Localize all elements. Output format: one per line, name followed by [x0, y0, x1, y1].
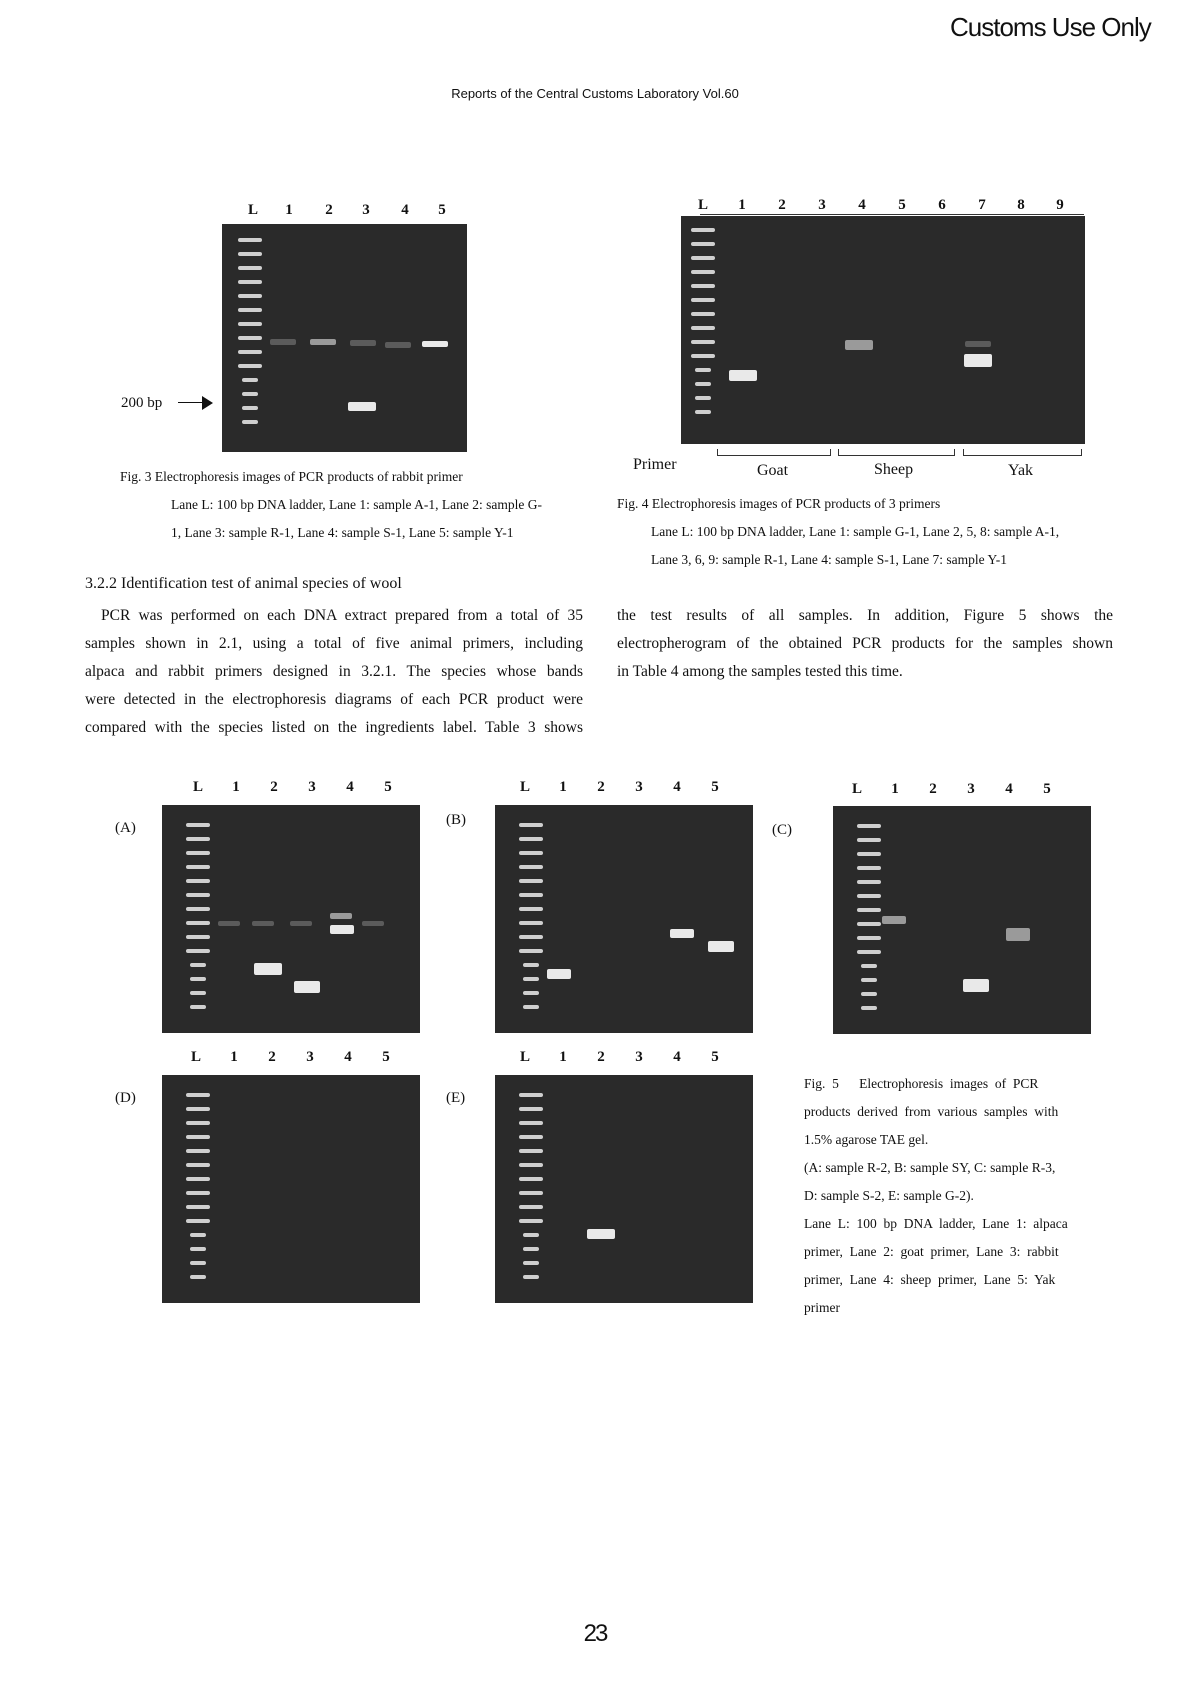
- body-line: in Table 4 among the samples tested this time.: [617, 663, 903, 680]
- ladder-band: [519, 935, 543, 939]
- ladder-band: [519, 1121, 543, 1125]
- ladder-band: [695, 368, 711, 372]
- fig5-lane-label: 3: [635, 779, 643, 795]
- fig5-panel-tag: (C): [772, 822, 792, 838]
- body-line: PCR was performed on each DNA extract prepared from a total of 35: [101, 607, 583, 624]
- fig4-group-yak: Yak: [1008, 462, 1034, 479]
- ladder-band: [523, 1261, 539, 1265]
- ladder-band: [186, 1191, 210, 1195]
- ladder-band: [238, 252, 262, 256]
- ladder-band: [186, 1177, 210, 1181]
- ladder-band: [523, 1005, 539, 1009]
- ladder-band: [186, 1205, 210, 1209]
- ladder-band: [519, 851, 543, 855]
- fig4-caption-line2: Lane 3, 6, 9: sample R-1, Lane 4: sample S-1, Lane 7: sample Y-1: [651, 552, 1008, 567]
- fig5-panel-tag: (E): [446, 1090, 466, 1106]
- fig5-lane-label: L: [190, 1049, 201, 1065]
- ladder-band: [519, 1177, 543, 1181]
- fig4-group-sheep: Sheep: [874, 461, 914, 478]
- fig5-lane-label: 4: [346, 779, 354, 795]
- ladder-band: [857, 908, 881, 912]
- ladder-band: [242, 378, 258, 382]
- fig3-lane-label: 2: [325, 202, 333, 218]
- fig5-lane-label: 3: [308, 779, 316, 795]
- ladder-band: [519, 823, 543, 827]
- ladder-band: [519, 1135, 543, 1139]
- ladder-band: [186, 907, 210, 911]
- fig5-lane-label: 3: [635, 1049, 643, 1065]
- ladder-band: [238, 280, 262, 284]
- fig5-gel-image: [495, 805, 753, 1033]
- gel-band: [348, 402, 376, 411]
- ladder-band: [695, 382, 711, 386]
- body-line: the test results of all samples. In addition, Figure 5 shows the: [617, 607, 1113, 624]
- body-line: were detected in the electrophoresis diagrams of each PCR product were: [85, 691, 583, 708]
- ladder-band: [186, 935, 210, 939]
- ladder-band: [519, 921, 543, 925]
- fig3-marker-arrow: [178, 402, 204, 403]
- ladder-band: [238, 322, 262, 326]
- ladder-band: [190, 991, 206, 995]
- fig5-caption: [804, 1070, 1094, 1322]
- fig5-caption-line: primer, Lane 4: sheep primer, Lane 5: Yak: [804, 1272, 1056, 1287]
- ladder-band: [857, 838, 881, 842]
- fig4-lane-label: 5: [898, 197, 906, 213]
- ladder-band: [238, 308, 262, 312]
- ladder-band: [857, 922, 881, 926]
- ladder-band: [242, 392, 258, 396]
- gel-band: [963, 979, 989, 992]
- page-number: 23: [583, 1620, 607, 1647]
- fig5-lane-label: 1: [891, 781, 899, 797]
- fig5-lane-label: 4: [344, 1049, 352, 1065]
- ladder-band: [691, 256, 715, 260]
- ladder-band: [691, 326, 715, 330]
- fig5-caption-line: Fig. 5 Electrophoresis images of PCR: [804, 1076, 1039, 1091]
- ladder-band: [857, 950, 881, 954]
- fig5-lane-label: 4: [673, 1049, 681, 1065]
- ladder-band: [691, 284, 715, 288]
- running-title: Reports of the Central Customs Laboratory Vol.60: [451, 86, 739, 101]
- ladder-band: [861, 978, 877, 982]
- ladder-band: [519, 837, 543, 841]
- ladder-band: [523, 1275, 539, 1279]
- gel-band: [965, 341, 991, 347]
- arrow-right-icon: [202, 396, 213, 410]
- fig5-gel-image: [495, 1075, 753, 1303]
- ladder-band: [695, 396, 711, 400]
- ladder-band: [857, 852, 881, 856]
- fig3-lane-label: 3: [362, 202, 370, 218]
- ladder-band: [695, 410, 711, 414]
- body-line: samples shown in 2.1, using a total of five animal primers, including: [85, 635, 583, 652]
- body-line: electropherogram of the obtained PCR products for the samples shown: [617, 635, 1113, 652]
- section-heading: 3.2.2 Identification test of animal species of wool: [85, 575, 402, 592]
- ladder-band: [186, 865, 210, 869]
- fig5-lane-label: 5: [711, 779, 719, 795]
- body-line: compared with the species listed on the ingredients label. Table 3 shows: [85, 719, 583, 736]
- ladder-band: [190, 1261, 206, 1265]
- ladder-band: [519, 1219, 543, 1223]
- fig5-lane-label: 2: [597, 1049, 605, 1065]
- ladder-band: [186, 879, 210, 883]
- fig4-lane-label: 6: [938, 197, 946, 213]
- gel-band: [1006, 928, 1030, 941]
- ladder-band: [857, 824, 881, 828]
- fig5-lane-label: L: [519, 1049, 530, 1065]
- fig4-bracket-sheep: [838, 449, 955, 456]
- fig3-lane-label: 4: [401, 202, 409, 218]
- ladder-band: [691, 340, 715, 344]
- fig5-lane-label: L: [519, 779, 530, 795]
- ladder-band: [857, 936, 881, 940]
- ladder-band: [238, 238, 262, 242]
- fig5-lane-label: 4: [1005, 781, 1013, 797]
- ladder-band: [523, 963, 539, 967]
- fig5-lane-label: 5: [1043, 781, 1051, 797]
- body-line: alpaca and rabbit primers designed in 3.2.1. The species whose bands: [85, 663, 583, 680]
- gel-band: [882, 916, 906, 924]
- gel-band: [310, 339, 336, 345]
- fig4-bracket-yak: [963, 449, 1082, 456]
- ladder-band: [519, 865, 543, 869]
- fig5-lane-label: 2: [270, 779, 278, 795]
- fig5-caption-line: (A: sample R-2, B: sample SY, C: sample R-3,: [804, 1160, 1056, 1175]
- ladder-band: [190, 1275, 206, 1279]
- fig5-gel-image: [833, 806, 1091, 1034]
- ladder-band: [190, 977, 206, 981]
- ladder-band: [186, 921, 210, 925]
- ladder-band: [523, 977, 539, 981]
- ladder-band: [238, 336, 262, 340]
- ladder-band: [857, 880, 881, 884]
- fig4-lane-label: 2: [778, 197, 786, 213]
- fig5-lane-label: L: [851, 781, 862, 797]
- gel-band: [350, 340, 376, 346]
- ladder-band: [523, 1233, 539, 1237]
- fig3-lane-label: L: [247, 202, 258, 218]
- gel-band: [587, 1229, 615, 1239]
- ladder-band: [186, 1149, 210, 1153]
- gel-band: [845, 340, 873, 350]
- ladder-band: [238, 266, 262, 270]
- fig4-primer-label: Primer: [633, 456, 677, 473]
- fig3-caption-line1: Lane L: 100 bp DNA ladder, Lane 1: sample A-1, Lane 2: sample G-: [171, 497, 542, 512]
- ladder-band: [691, 228, 715, 232]
- fig3-lane-label: 5: [438, 202, 446, 218]
- ladder-band: [691, 242, 715, 246]
- ladder-band: [519, 949, 543, 953]
- ladder-band: [186, 837, 210, 841]
- ladder-band: [519, 1205, 543, 1209]
- ladder-band: [186, 823, 210, 827]
- ladder-band: [857, 866, 881, 870]
- fig5-lane-label: 5: [711, 1049, 719, 1065]
- ladder-band: [861, 964, 877, 968]
- gel-band: [385, 342, 411, 348]
- ladder-band: [238, 350, 262, 354]
- gel-band: [422, 341, 448, 347]
- gel-band: [362, 921, 384, 926]
- fig4-lane-rule: [700, 214, 1084, 215]
- fig5-caption-line: products derived from various samples with: [804, 1104, 1059, 1119]
- ladder-band: [523, 991, 539, 995]
- fig4-lane-label: 7: [978, 197, 986, 213]
- ladder-band: [190, 963, 206, 967]
- fig5-panel-tag: (A): [115, 820, 136, 836]
- fig5-caption-line: Lane L: 100 bp DNA ladder, Lane 1: alpaca: [804, 1216, 1068, 1231]
- gel-band: [708, 941, 734, 952]
- ladder-band: [186, 1107, 210, 1111]
- fig5-lane-label: 2: [597, 779, 605, 795]
- fig5-panel-tag: (B): [446, 812, 466, 828]
- ladder-band: [186, 851, 210, 855]
- ladder-band: [186, 949, 210, 953]
- fig5-caption-line: primer: [804, 1300, 840, 1315]
- fig5-lane-label: 2: [929, 781, 937, 797]
- fig5-caption-line: D: sample S-2, E: sample G-2).: [804, 1188, 974, 1203]
- ladder-band: [190, 1005, 206, 1009]
- fig4-lane-label: 1: [738, 197, 746, 213]
- ladder-band: [190, 1233, 206, 1237]
- ladder-band: [186, 893, 210, 897]
- ladder-band: [238, 294, 262, 298]
- fig4-caption-title: Fig. 4 Electrophoresis images of PCR products of 3 primers: [617, 496, 941, 511]
- gel-band: [252, 921, 274, 926]
- ladder-band: [519, 1163, 543, 1167]
- gel-band: [670, 929, 694, 938]
- fig4-lane-label: 9: [1056, 197, 1064, 213]
- gel-band: [218, 921, 240, 926]
- gel-band: [294, 981, 320, 993]
- fig5-caption-line: primer, Lane 2: goat primer, Lane 3: rabbit: [804, 1244, 1059, 1259]
- ladder-band: [519, 1093, 543, 1097]
- customs-badge: Customs Use Only: [950, 12, 1151, 42]
- fig4-bracket-goat: [717, 449, 831, 456]
- ladder-band: [186, 1121, 210, 1125]
- fig4-lane-label: 4: [858, 197, 866, 213]
- fig5-lane-label: L: [192, 779, 203, 795]
- fig5-lane-label: 1: [559, 779, 567, 795]
- ladder-band: [691, 270, 715, 274]
- fig5-lane-label: 5: [382, 1049, 390, 1065]
- fig4-group-goat: Goat: [757, 462, 789, 479]
- gel-band: [254, 963, 282, 975]
- fig4-lane-label: 8: [1017, 197, 1025, 213]
- fig5-caption-line: 1.5% agarose TAE gel.: [804, 1132, 929, 1147]
- fig3-gel-image: [222, 224, 467, 452]
- gel-band: [330, 913, 352, 919]
- fig5-lane-label: 1: [230, 1049, 238, 1065]
- fig5-gel-image: [162, 1075, 420, 1303]
- gel-band: [330, 925, 354, 934]
- ladder-band: [190, 1247, 206, 1251]
- gel-band: [270, 339, 296, 345]
- ladder-band: [519, 879, 543, 883]
- ladder-band: [519, 907, 543, 911]
- fig5-gel-image: [162, 805, 420, 1033]
- ladder-band: [691, 312, 715, 316]
- fig5-lane-label: 3: [967, 781, 975, 797]
- fig4-lane-label: 3: [818, 197, 826, 213]
- ladder-band: [242, 420, 258, 424]
- ladder-band: [519, 1191, 543, 1195]
- fig5-lane-label: 1: [559, 1049, 567, 1065]
- fig3-caption-title: Fig. 3 Electrophoresis images of PCR products of rabbit primer: [120, 469, 463, 484]
- ladder-band: [186, 1135, 210, 1139]
- ladder-band: [186, 1093, 210, 1097]
- body-column-left: [85, 602, 583, 742]
- ladder-band: [691, 298, 715, 302]
- fig3-caption-line2: 1, Lane 3: sample R-1, Lane 4: sample S-1, Lane 5: sample Y-1: [171, 525, 514, 540]
- fig5-lane-label: 3: [306, 1049, 314, 1065]
- ladder-band: [691, 354, 715, 358]
- fig5-lane-label: 1: [232, 779, 240, 795]
- ladder-band: [861, 992, 877, 996]
- ladder-band: [519, 893, 543, 897]
- ladder-band: [519, 1107, 543, 1111]
- fig5-panel-tag: (D): [115, 1090, 136, 1106]
- gel-band: [964, 354, 992, 367]
- ladder-band: [186, 1163, 210, 1167]
- fig5-lane-label: 5: [384, 779, 392, 795]
- ladder-band: [186, 1219, 210, 1223]
- fig3-lane-label: 1: [285, 202, 293, 218]
- ladder-band: [523, 1247, 539, 1251]
- ladder-band: [861, 1006, 877, 1010]
- fig4-caption-line1: Lane L: 100 bp DNA ladder, Lane 1: sample G-1, Lane 2, 5, 8: sample A-1,: [651, 524, 1060, 539]
- ladder-band: [857, 894, 881, 898]
- fig5-lane-label: 4: [673, 779, 681, 795]
- fig4-lane-label: L: [697, 197, 708, 213]
- gel-band: [290, 921, 312, 926]
- gel-band: [547, 969, 571, 979]
- body-column-right: [617, 602, 1113, 686]
- fig5-lane-label: 2: [268, 1049, 276, 1065]
- ladder-band: [242, 406, 258, 410]
- ladder-band: [238, 364, 262, 368]
- fig4-gel-image: [681, 216, 1085, 444]
- gel-band: [729, 370, 757, 381]
- ladder-band: [519, 1149, 543, 1153]
- fig3-marker-label: 200 bp: [121, 395, 163, 411]
